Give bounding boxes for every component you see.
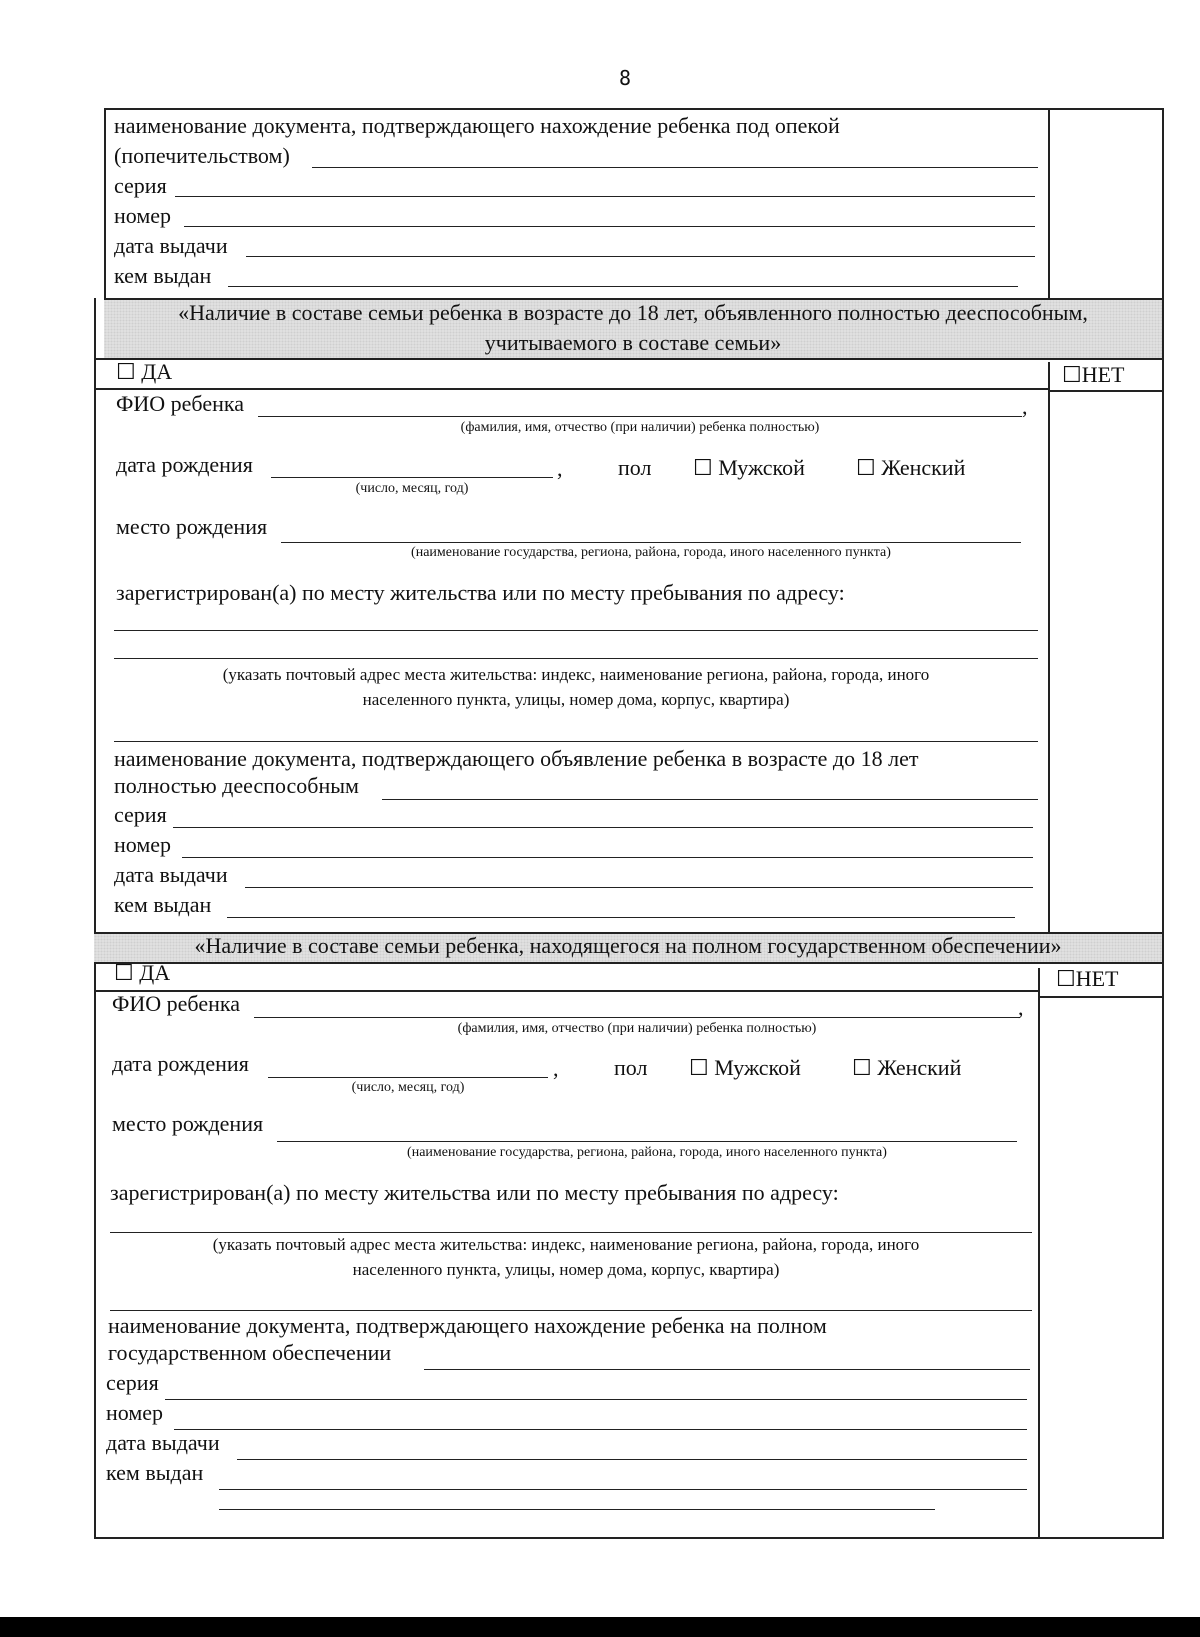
child-name-label: ФИО ребенка xyxy=(116,391,244,416)
issue-date-field[interactable] xyxy=(246,256,1035,257)
address-field-1[interactable] xyxy=(114,630,1038,631)
issue-date-field[interactable] xyxy=(237,1459,1027,1460)
address-field-2[interactable] xyxy=(110,1310,1032,1311)
address-field-1[interactable] xyxy=(110,1232,1032,1233)
section-title-bottom-border xyxy=(94,962,1164,964)
child-name-hint: (фамилия, имя, отчество (при наличии) ребенка полностью) xyxy=(460,420,820,435)
yes-row-border xyxy=(94,388,1050,390)
female-checkbox[interactable]: ☐ Женский xyxy=(856,455,966,480)
female-checkbox[interactable]: ☐ Женский xyxy=(852,1055,962,1080)
series-field[interactable] xyxy=(165,1399,1027,1400)
birth-place-field[interactable] xyxy=(277,1141,1017,1142)
doc-name-field[interactable] xyxy=(424,1369,1030,1370)
series-label: серия xyxy=(114,173,167,198)
doc-name-field[interactable] xyxy=(382,799,1038,800)
table-border-left-top xyxy=(104,108,106,298)
issued-by-label: кем выдан xyxy=(114,892,212,917)
address-field-2[interactable] xyxy=(114,658,1038,659)
table-border-left xyxy=(94,298,96,1538)
sex-label: пол xyxy=(614,1055,648,1080)
no-checkbox[interactable]: ☐НЕТ xyxy=(1062,362,1125,387)
number-label: номер xyxy=(106,1400,164,1425)
birth-date-comma: , xyxy=(557,456,563,481)
yes-checkbox[interactable]: ☐ ДА xyxy=(114,960,171,985)
child-name-hint: (фамилия, имя, отчество (при наличии) ребенка полностью) xyxy=(457,1021,817,1036)
series-label: серия xyxy=(106,1370,159,1395)
issued-by-field[interactable] xyxy=(228,286,1018,287)
birth-date-hint: (число, месяц, год) xyxy=(351,1080,465,1095)
child-name-comma: , xyxy=(1022,394,1028,419)
table-border-bottom xyxy=(94,1537,1164,1539)
child-name-field[interactable] xyxy=(254,1017,1020,1018)
issued-by-field[interactable] xyxy=(219,1489,1027,1490)
issued-by-field[interactable] xyxy=(227,917,1015,918)
number-label: номер xyxy=(114,203,172,228)
table-border-right xyxy=(1162,108,1164,1538)
male-checkbox[interactable]: ☐ Мужской xyxy=(693,455,805,480)
scan-bottom-edge xyxy=(0,1617,1200,1637)
doc-label-line1: наименование документа, подтверждающего нахождение ребенка на полном xyxy=(108,1313,827,1338)
birth-date-field[interactable] xyxy=(268,1077,548,1078)
table-border-top xyxy=(104,108,1164,110)
birth-date-field[interactable] xyxy=(271,477,553,478)
column-divider-3 xyxy=(1038,968,1040,1538)
birth-date-comma: , xyxy=(553,1056,559,1081)
number-field[interactable] xyxy=(184,226,1035,227)
birth-place-hint: (наименование государства, региона, района, города, иного населенного пункта) xyxy=(407,1145,887,1160)
issue-date-field[interactable] xyxy=(245,887,1033,888)
birth-date-hint: (число, месяц, год) xyxy=(355,481,469,496)
number-label: номер xyxy=(114,832,172,857)
series-field[interactable] xyxy=(173,827,1033,828)
doc-label-line2: (попечительством) xyxy=(114,143,290,168)
birth-date-label: дата рождения xyxy=(116,452,253,477)
male-checkbox[interactable]: ☐ Мужской xyxy=(689,1055,801,1080)
child-name-comma: , xyxy=(1018,995,1024,1020)
address-hint-line1: (указать почтовый адрес места жительства: индекс, наименование региона, района, города, иного xyxy=(222,665,930,684)
page-number: 8 xyxy=(618,66,632,90)
birth-place-field[interactable] xyxy=(281,542,1021,543)
registered-label: зарегистрирован(а) по месту жительства или по месту пребывания по адресу: xyxy=(110,1180,839,1205)
birth-place-label: место рождения xyxy=(112,1111,264,1136)
child-name-label: ФИО ребенка xyxy=(112,991,240,1016)
child-name-field[interactable] xyxy=(258,416,1022,417)
no-checkbox[interactable]: ☐НЕТ xyxy=(1056,966,1119,991)
issue-date-label: дата выдачи xyxy=(106,1430,220,1455)
doc-label-line1: наименование документа, подтверждающего нахождение ребенка под опекой xyxy=(114,113,840,138)
issue-date-label: дата выдачи xyxy=(114,233,228,258)
yes-checkbox[interactable]: ☐ ДА xyxy=(116,359,173,384)
birth-place-label: место рождения xyxy=(116,514,268,539)
number-field[interactable] xyxy=(174,1429,1027,1430)
issued-by-field-2[interactable] xyxy=(219,1509,935,1510)
address-hint-line1: (указать почтовый адрес места жительства: индекс, наименование региона, района, города, иного xyxy=(212,1235,920,1254)
column-divider-1 xyxy=(1048,108,1050,298)
issue-date-label: дата выдачи xyxy=(114,862,228,887)
section-title-line2: учитываемого в составе семьи» xyxy=(484,330,782,355)
address-hint-line2: населенного пункта, улицы, номер дома, корпус, квартира) xyxy=(352,1260,780,1279)
registered-label: зарегистрирован(а) по месту жительства или по месту пребывания по адресу: xyxy=(116,580,845,605)
section-title-line1: «Наличие в составе семьи ребенка в возрасте до 18 лет, объявленного полностью дееспособным, xyxy=(178,300,1088,325)
address-hint-line2: населенного пункта, улицы, номер дома, корпус, квартира) xyxy=(362,690,790,709)
birth-place-hint: (наименование государства, региона, района, города, иного населенного пункта) xyxy=(411,545,891,560)
doc-label-line2: полностью дееспособным xyxy=(114,773,359,798)
doc-label-line1: наименование документа, подтверждающего объявление ребенка в возрасте до 18 лет xyxy=(114,746,919,771)
issued-by-label: кем выдан xyxy=(114,263,212,288)
section-title-line1: «Наличие в составе семьи ребенка, находящегося на полном государственном обеспечении» xyxy=(194,933,1062,958)
series-field[interactable] xyxy=(175,196,1035,197)
column-divider-2 xyxy=(1048,362,1050,932)
number-field[interactable] xyxy=(182,857,1033,858)
sex-label: пол xyxy=(618,455,652,480)
issued-by-label: кем выдан xyxy=(106,1460,204,1485)
no-row-border xyxy=(1038,996,1164,998)
doc-name-field[interactable] xyxy=(312,167,1038,168)
birth-date-label: дата рождения xyxy=(112,1051,249,1076)
address-field-3[interactable] xyxy=(114,741,1038,742)
doc-label-line2: государственном обеспечении xyxy=(108,1340,392,1365)
series-label: серия xyxy=(114,802,167,827)
section-title-bottom-border xyxy=(94,358,1164,360)
no-row-border xyxy=(1048,390,1164,392)
